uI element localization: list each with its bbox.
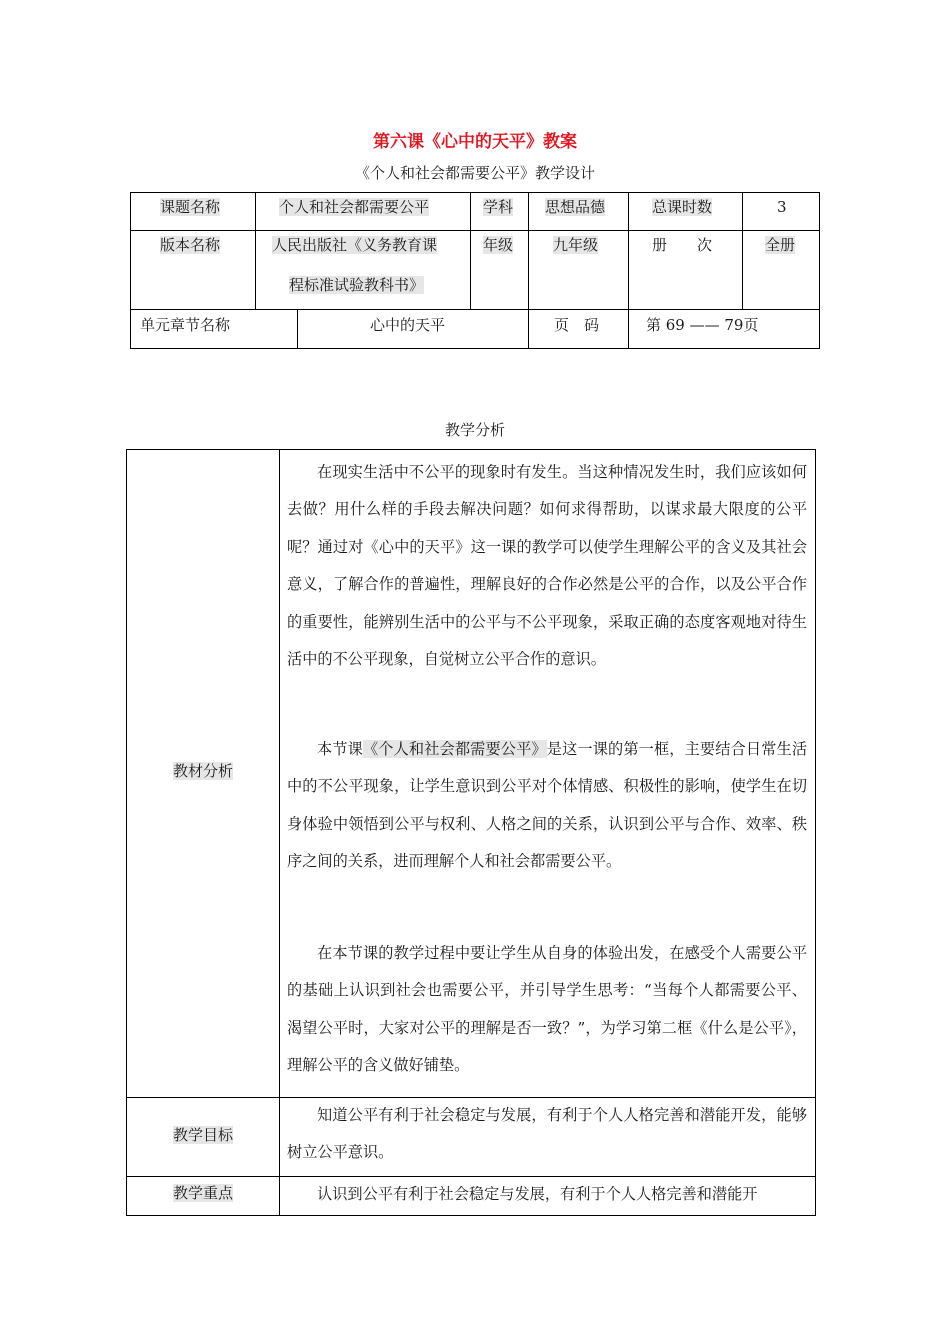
material-analysis-label: 教材分析 [172,762,233,780]
value-grade: 九年级 [553,236,599,254]
label-hours: 总课时数 [652,198,713,216]
label-subject: 学科 [483,198,514,216]
value-subject: 思想品德 [545,198,606,216]
analysis-heading: 教学分析 [444,421,505,439]
value-hours: 3 [777,198,787,216]
material-paragraph-1: 在现实生活中不公平的现象时有发生。当这种情况发生时，我们应该如何去做？用什么样的手段去解决问题？如何求得帮助，以谋求最大限度的公平呢？通过对《心中的天平》这一课的教学可以使学生理解公平的含义及其社会意义，了解合作的普遍性，理解良好的合作必然是公平的合作，以及公平合作的重要性，能辨别生活中的公平与不公平现象，采取正确的态度客观地对待生活中的不公平现象，自觉树立公平合作的意识。 [287,463,807,669]
label-unit: 单元章节名称 [140,316,231,334]
value-topic: 个人和社会都需要公平 [279,198,430,216]
teaching-key-label: 教学重点 [172,1184,233,1202]
label-grade: 年级 [483,236,514,254]
label-topic: 课题名称 [160,198,221,216]
document-subtitle: 《个人和社会都需要公平》教学设计 [354,164,595,182]
label-volume: 册 次 [652,236,713,254]
document-title: 第六课《心中的天平》教案 [373,132,577,152]
label-version: 版本名称 [160,236,221,254]
teaching-key-text: 认识到公平有利于社会稳定与发展，有利于个人人格完善和潜能开 [317,1185,758,1203]
value-unit: 心中的天平 [370,316,446,334]
material-paragraph-3: 在本节课的教学过程中要让学生从自身的体验出发，在感受个人需要公平的基础上认识到社会也需要公平，并引导学生思考：“当每个人都需要公平、渴望公平时，大家对公平的理解是否一致？”，为学习第二框《什么是公平》，理解公平的含义做好铺垫。 [287,944,807,1075]
value-pages: 第 69 —— 79页 [646,316,759,334]
value-version-line1: 人民出版社《义务教育课 [272,236,438,254]
label-pages: 页 码 [554,316,600,334]
value-volume: 全册 [765,236,796,254]
teaching-goal-label: 教学目标 [172,1126,233,1144]
material-paragraph-2: 本节课《个人和社会都需要公平》是这一课的第一框，主要结合日常生活中的不公平现象，让学生意识到公平对个体情感、积极性的影响，使学生在切身体验中领悟到公平与权利、人格之间的关系，认识到公平与合作、效率、秩序之间的关系，进而理解个人和社会都需要公平。 [287,740,808,871]
teaching-goal-text: 知道公平有利于社会稳定与发展，有利于个人人格完善和潜能开发，能够树立公平意识。 [287,1106,807,1162]
value-version-line2: 程标准试验教科书》 [289,276,425,294]
